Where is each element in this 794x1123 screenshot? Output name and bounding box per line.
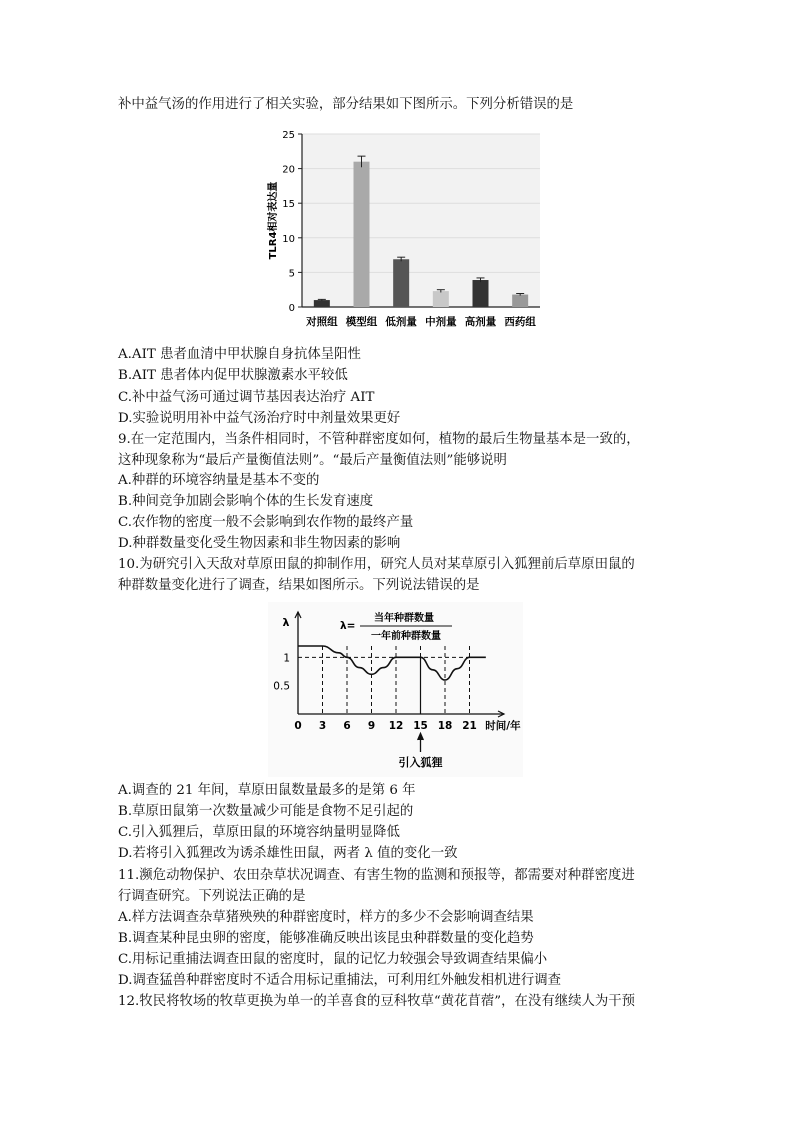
x-axis-label: 时间/年: [485, 720, 521, 732]
x-tick-label: 9: [367, 720, 376, 732]
q11-stem-2: 行调查研究。下列说法正确的是: [118, 889, 306, 904]
q8-option-d: D.实验说明用补中益气汤治疗时中剂量效果更好: [118, 411, 401, 426]
bar: [512, 295, 528, 307]
y-tick-label: 5: [288, 268, 295, 280]
bar: [393, 259, 409, 307]
x-tick-label: 模型组: [345, 316, 378, 328]
x-tick-label: 高剂量: [464, 316, 497, 328]
intro-text: 补中益气汤的作用进行了相关实验，部分结果如下图所示。下列分析错误的是: [118, 97, 574, 112]
y-tick-label: 20: [282, 164, 295, 176]
q10-option-a: A.调查的 21 年间，草原田鼠数量最多的是第 6 年: [118, 783, 416, 798]
bar: [354, 162, 370, 307]
x-tick-label: 6: [343, 720, 351, 732]
x-tick-label: 0: [294, 720, 302, 732]
q11-stem-1: 11.濒危动物保护、农田杂草状况调查、有害生物的监测和预报等，都需要对种群密度进: [118, 868, 635, 883]
q10-stem-2: 种群数量变化进行了调查，结果如图所示。下列说法错误的是: [118, 578, 480, 593]
x-tick-label: 西药组: [504, 316, 536, 328]
lambda-line-chart: [268, 602, 523, 777]
formula-numerator: 当年种群数量: [374, 613, 434, 624]
q10-option-c: C.引入狐狸后，草原田鼠的环境容纳量明显降低: [118, 825, 400, 840]
q9-option-b: B.种间竞争加剧会影响个体的生长发育速度: [118, 494, 374, 509]
q12-stem: 12.牧民将牧场的牧草更换为单一的羊喜食的豆科牧草“黄花苜蓿”，在没有继续人为干预: [118, 994, 636, 1009]
q8-option-c: C.补中益气汤可通过调节基因表达治疗 AIT: [118, 390, 375, 405]
q10-option-b: B.草原田鼠第一次数量减少可能是食物不足引起的: [118, 804, 414, 819]
lambda-chart-figure: [268, 602, 523, 781]
q9-option-c: C.农作物的密度一般不会影响到农作物的最终产量: [118, 515, 414, 530]
q11-option-a: A.样方法调查杂草猪殃殃的种群密度时，样方的多少不会影响调查结果: [118, 910, 534, 925]
bar: [473, 280, 489, 307]
q10-option-d: D.若将引入狐狸改为诱杀雄性田鼠，两者 λ 值的变化一致: [118, 846, 458, 861]
formula-lhs: λ=: [340, 620, 356, 632]
annotation-label: 引入狐狸: [398, 756, 443, 769]
x-tick-label: 18: [437, 720, 453, 732]
q10-stem-1: 10.为研究引入天敌对草原田鼠的抑制作用，研究人员对某草原引入狐狸前后草原田鼠的: [118, 557, 635, 572]
x-tick-label: 中剂量: [425, 316, 457, 328]
q9-option-a: A.种群的环境容纳量是基本不变的: [118, 473, 320, 488]
y-tick-label: 0: [288, 303, 295, 314]
y-axis-label: TLR4相对表达量: [268, 181, 279, 260]
y-tick-label: 1: [283, 652, 290, 665]
q8-option-a: A.AIT 患者血清中甲状腺自身抗体呈阳性: [118, 347, 361, 362]
tlr4-bar-chart: [262, 122, 552, 334]
x-tick-label: 低剂量: [385, 316, 417, 328]
bar: [433, 291, 449, 307]
bar: [314, 300, 330, 307]
q9-option-d: D.种群数量变化受生物因素和非生物因素的影响: [118, 536, 401, 551]
q9-stem-1: 9.在一定范围内，当条件相同时，不管种群密度如何，植物的最后生物量基本是一致的，: [118, 432, 640, 447]
bar-chart-figure: [262, 122, 552, 338]
q11-option-b: B.调查某种昆虫卵的密度，能够准确反映出该昆虫种群数量的变化趋势: [118, 931, 534, 946]
y-axis-label: λ: [282, 616, 290, 629]
y-tick-label: 10: [282, 233, 295, 245]
x-tick-label: 15: [413, 720, 428, 732]
y-tick-label: 15: [282, 199, 295, 211]
q11-option-d: D.调查猛兽种群密度时不适合用标记重捕法，可利用红外触发相机进行调查: [118, 973, 562, 988]
q8-option-b: B.AIT 患者体内促甲状腺激素水平较低: [118, 368, 348, 383]
q11-option-c: C.用标记重捕法调查田鼠的密度时，鼠的记忆力较强会导致调查结果偏小: [118, 952, 548, 967]
formula-denominator: 一年前种群数量: [371, 631, 441, 642]
x-tick-label: 3: [318, 720, 327, 732]
x-tick-label: 21: [462, 720, 477, 732]
plot-area: [302, 134, 540, 307]
y-tick-label: 25: [282, 130, 295, 141]
x-tick-label: 12: [388, 720, 404, 732]
x-tick-label: 对照组: [306, 316, 338, 328]
q9-stem-2: 这种现象称为“最后产量衡值法则”。“最后产量衡值法则”能够说明: [118, 453, 507, 468]
y-tick-label: 0.5: [273, 680, 290, 693]
